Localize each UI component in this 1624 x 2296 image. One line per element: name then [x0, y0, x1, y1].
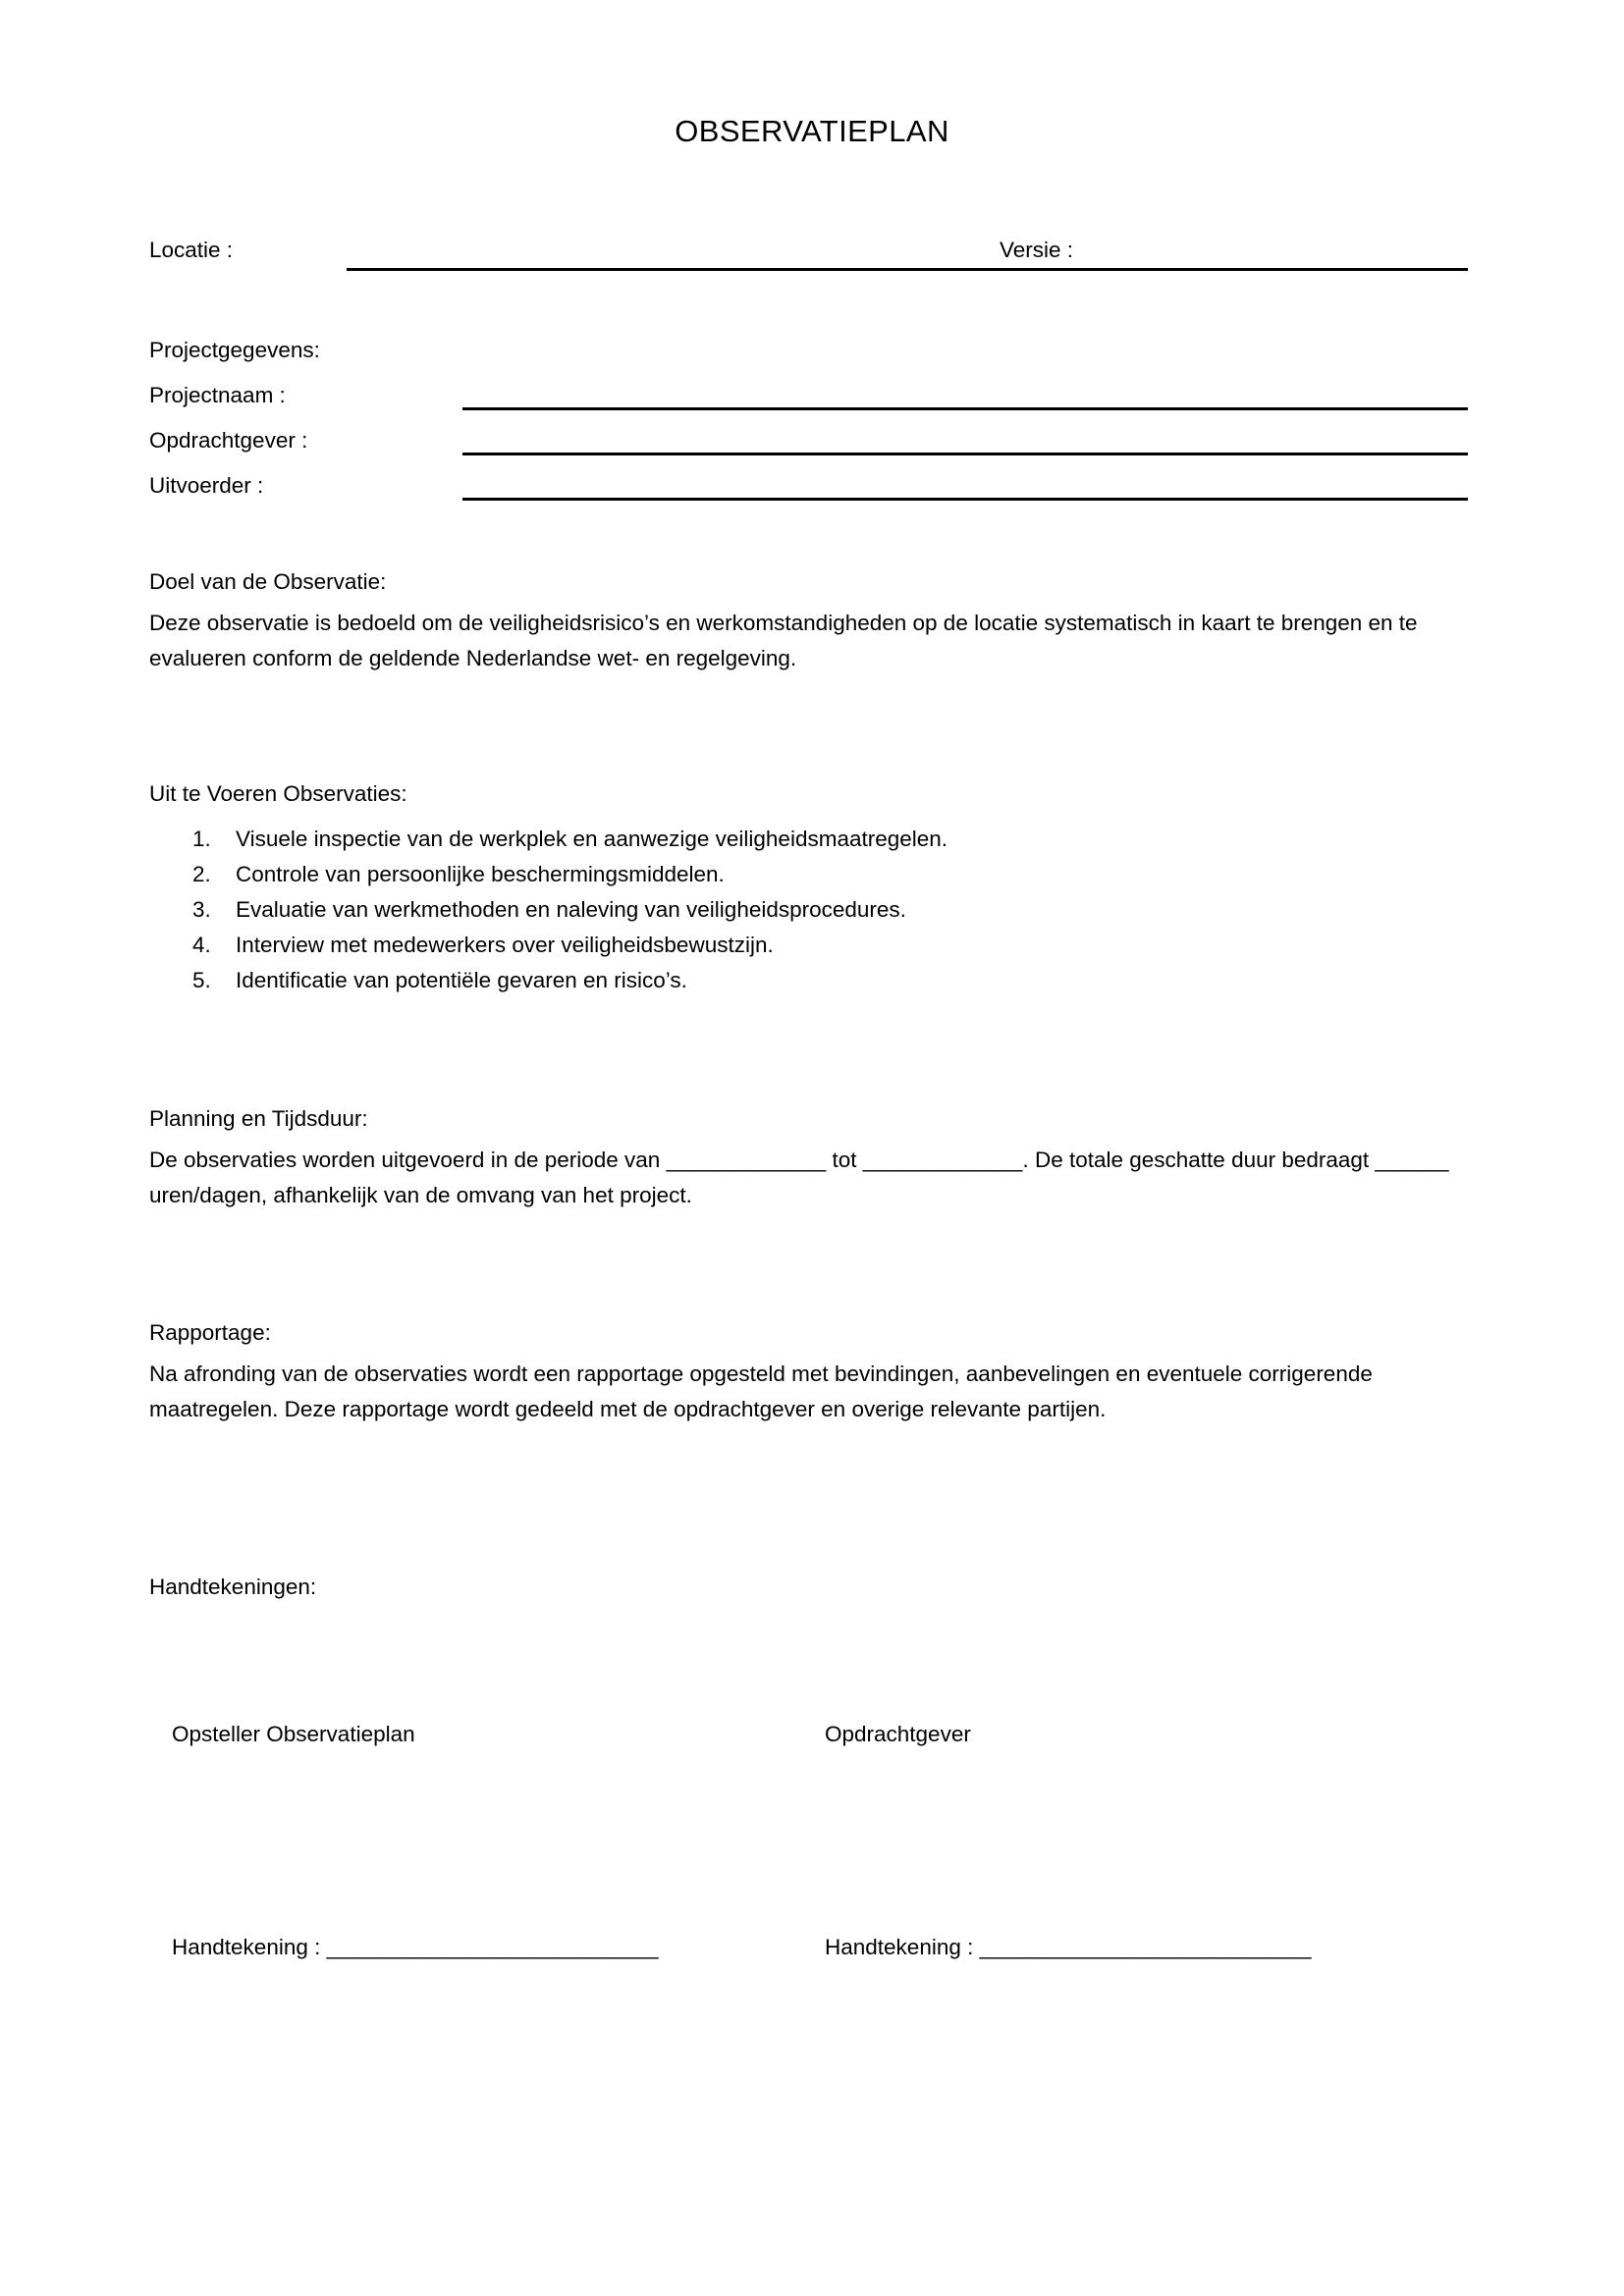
- rapportage-body: Na afronding van de observaties wordt een rapportage opgesteld met bevindingen, aanbevelingen en eventuele corrigerende maatregelen. Deze rapportage wordt gedeeld met de opdrachtgever en overige relevante partijen.: [149, 1362, 1373, 1421]
- signature-line-opsteller[interactable]: Handtekening : ___________________________: [172, 1935, 659, 1959]
- signature-line-opdrachtgever[interactable]: Handtekening : ___________________________: [825, 1935, 1312, 1959]
- list-item-number: 4.: [192, 933, 211, 957]
- planning-heading: Planning en Tijdsduur:: [149, 1106, 368, 1131]
- locatie-label: Locatie :: [149, 238, 234, 262]
- uitvoerder-label: Uitvoerder :: [149, 473, 264, 498]
- projectnaam-label: Projectnaam :: [149, 383, 286, 407]
- list-item-number: 3.: [192, 897, 211, 922]
- list-item: [149, 928, 1465, 963]
- uitvoerder-input-rule[interactable]: [462, 498, 1468, 501]
- list-item: [149, 857, 1465, 892]
- doel-heading: Doel van de Observatie:: [149, 569, 387, 594]
- observaties-heading: Uit te Voeren Observaties:: [149, 781, 407, 806]
- versie-label: Versie :: [1000, 238, 1074, 262]
- projectgegevens-heading: Projectgegevens:: [149, 338, 320, 362]
- list-item-label: Visuele inspectie van de werkplek en aanwezige veiligheidsmaatregelen.: [236, 827, 948, 851]
- locatie-versie-input-rule[interactable]: [347, 268, 1468, 271]
- list-item-label: Identificatie van potentiële gevaren en risico’s.: [236, 968, 687, 992]
- opdrachtgever-label: Opdrachtgever :: [149, 428, 308, 453]
- page-title: OBSERVATIEPLAN: [675, 114, 949, 148]
- doel-body: Deze observatie is bedoeld om de veiligheidsrisico’s en werkomstandigheden op de locatie systematisch in kaart te brengen en te evalueren conform de geldende Nederlandse wet- en regelgeving.: [149, 611, 1418, 670]
- opdrachtgever-input-rule[interactable]: [462, 453, 1468, 455]
- rapportage-heading: Rapportage:: [149, 1320, 271, 1345]
- projectnaam-input-rule[interactable]: [462, 407, 1468, 410]
- list-item-number: 1.: [192, 827, 211, 851]
- signature-role-opsteller: Opsteller Observatieplan: [172, 1722, 415, 1746]
- list-item-label: Interview met medewerkers over veiligheidsbewustzijn.: [236, 933, 774, 957]
- observaties-list: [149, 822, 1465, 998]
- list-item: [149, 822, 1465, 857]
- list-item-label: Evaluatie van werkmethoden en naleving van veiligheidsprocedures.: [236, 897, 906, 922]
- list-item: [149, 963, 1465, 998]
- signature-role-opdrachtgever: Opdrachtgever: [825, 1722, 971, 1746]
- list-item: [149, 892, 1465, 928]
- planning-body: De observaties worden uitgevoerd in de periode van _____________ tot _____________. De totale geschatte duur bedraagt ______ uren/dagen, afhankelijk van de omvang van het project.: [149, 1148, 1449, 1207]
- list-item-label: Controle van persoonlijke beschermingsmiddelen.: [236, 862, 725, 886]
- handtekeningen-heading: Handtekeningen:: [149, 1575, 317, 1599]
- list-item-number: 2.: [192, 862, 211, 886]
- list-item-number: 5.: [192, 968, 211, 992]
